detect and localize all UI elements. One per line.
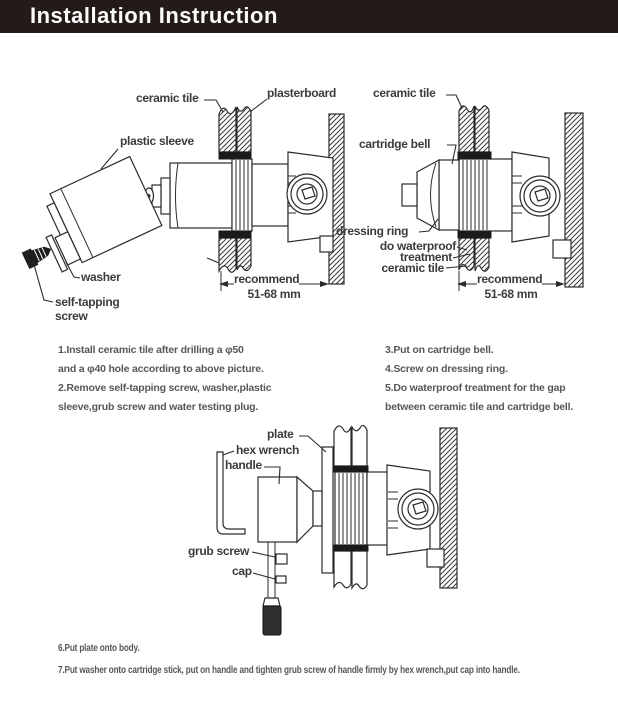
page-title: Installation Instruction: [30, 3, 278, 28]
knurled-grip: [263, 606, 281, 635]
instruction-step-6: 6.Put plate onto body.: [58, 643, 140, 654]
label-hex-wrench: hex wrench: [236, 443, 300, 457]
label-recommend: recommend: [234, 272, 300, 286]
wall-section-upper: [334, 426, 351, 466]
plastic-sleeve-assembly: [5, 157, 162, 284]
ceramic-tile-wall-lower: [459, 238, 474, 270]
instruction-step-2a: 2.Remove self-tapping screw, washer,plastic: [58, 382, 272, 394]
handle: [258, 477, 297, 542]
label-do-waterproof: do waterproof: [379, 239, 456, 253]
label-ceramic-tile-bottom: ceramic tile: [381, 261, 444, 275]
wall-section-lower: [334, 551, 351, 588]
valve-body: [170, 163, 232, 228]
instruction-step-1b: and a φ40 hole according to above picture.: [58, 363, 264, 375]
cartridge-bell: [439, 160, 459, 230]
plate: [322, 447, 333, 573]
instruction-step-4: 4.Screw on dressing ring.: [385, 363, 508, 375]
label-washer: washer: [81, 270, 121, 284]
label-cartridge-bell: cartridge bell: [359, 137, 431, 151]
instruction-step-3: 3.Put on cartridge bell.: [385, 344, 494, 356]
label-range: 51-68 mm: [247, 287, 301, 301]
label-recommend: recommend: [477, 272, 543, 286]
valve-thread-section: [232, 159, 252, 231]
label-self-tapping-screw: self-tapping screw: [55, 295, 120, 323]
label-plate: plate: [267, 427, 294, 441]
instruction-step-5b: between ceramic tile and cartridge bell.: [385, 401, 574, 413]
label-grub-screw: grub screw: [188, 544, 250, 558]
ceramic-tile-wall-lower: [219, 238, 236, 272]
label-dressing-ring: dressing ring: [336, 224, 409, 238]
label-ceramic-tile: ceramic tile: [136, 91, 199, 105]
spout-stub: [402, 184, 417, 206]
ceramic-tile-wall-upper: [459, 106, 474, 152]
label-treatment: treatment: [400, 250, 452, 264]
plasterboard-wall-lower: [237, 238, 251, 271]
ceramic-tile-wall-upper: [219, 107, 236, 152]
instruction-step-1a: 1.Install ceramic tile after drilling a φ50: [58, 344, 244, 356]
grub-screw: [276, 554, 287, 564]
lever-stem: [268, 542, 275, 600]
label-cap: cap: [232, 564, 252, 578]
label-ceramic-tile-top: ceramic tile: [373, 86, 436, 100]
label-range: 51-68 mm: [484, 287, 538, 301]
instruction-step-2b: sleeve,grub screw and water testing plug.: [58, 401, 259, 413]
instruction-step-7: 7.Put washer onto cartridge stick, put on handle and tighten grub screw of handle firmly by hex wrench,put cap into handle.: [58, 665, 520, 676]
label-plasterboard: plasterboard: [267, 86, 337, 100]
label-plastic-sleeve: plastic sleeve: [120, 134, 194, 148]
plasterboard-wall-upper: [237, 107, 251, 152]
instruction-step-5a: 5.Do waterproof treatment for the gap: [385, 382, 566, 394]
label-handle: handle: [225, 458, 262, 472]
cap: [276, 576, 286, 583]
stud-wall: [565, 113, 583, 287]
